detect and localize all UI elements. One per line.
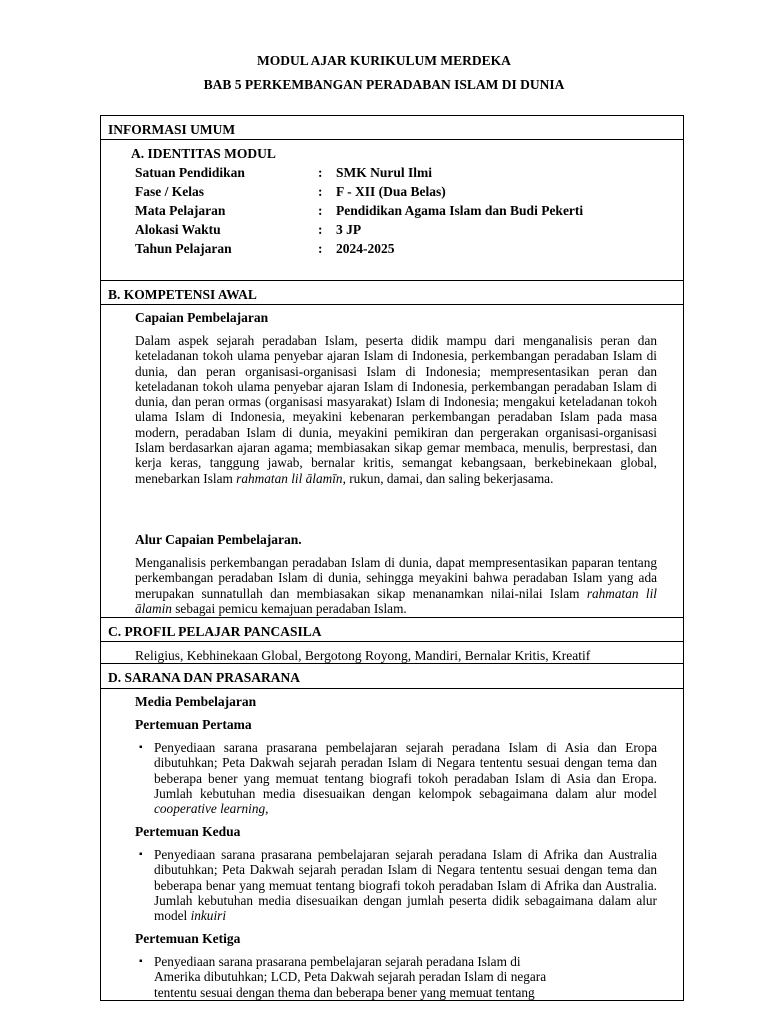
pertemuan-ketiga-line: tententu sesuai dengan thema dan beberapa bener yang memuat tentang [154,984,535,1000]
pertemuan-ketiga-line: Penyediaan sarana prasarana pembelajaran sejarah peradana Islam di [154,954,521,969]
section-heading-informasi-umum: INFORMASI UMUM [108,122,236,137]
media-heading: Media Pembelajaran [135,694,257,709]
identity-value: Pendidikan Agama Islam dan Budi Pekerti [336,203,584,218]
section-heading-kompetensi-awal: B. KOMPETENSI AWAL [108,287,257,302]
section-heading-profil: C. PROFIL PELAJAR PANCASILA [108,624,322,639]
capaian-heading: Capaian Pembelajaran [135,310,269,325]
pertemuan-ketiga-heading: Pertemuan Ketiga [135,931,241,946]
profil-text: Religius, Kebhinekaan Global, Bergotong Royong, Mandiri, Bernalar Kritis, Kreatif [135,648,591,663]
bullet-icon: ▪ [139,849,143,860]
pertemuan-kedua-heading: Pertemuan Kedua [135,824,241,839]
identity-value: SMK Nurul Ilmi [336,165,433,180]
identity-value: 2024-2025 [336,241,395,256]
divider [100,139,684,140]
divider [100,641,684,642]
subsection-heading-identitas: A. IDENTITAS MODUL [131,146,276,161]
capaian-paragraph: Dalam aspek sejarah peradaban Islam, peserta didik mampu dari menganalisis peran dan keteladanan tokoh ulama penyebar ajaran Islam di Indonesia, perkembangan peradaban Islam di dunia, dan peran organisasi-organisasi Islam di Indonesia; mempresentasikan peran dan keteladanan tokoh ulama penyebar ajaran Islam di Indonesia, perkembangan peradaban Islam di dunia, dan peran ormas (organisasi masyarakat) Islam di Indonesia; mengakui keteladanan tokoh ulama Islam di Indonesia, meyakini kebenaran perkembangan peradaban Islam pada masa modern, peradaban Islam di dunia, meyakini pemikiran dan pergerakan organisasi-organisasi Islam berdasarkan ajaran agama; membiasakan sikap gemar membaca, menulis, berprestasi, dan kerja keras, tanggung jawab, bernalar kritis, semangat kebangsaan, berkebinekaan global, menebarkan Islam rahmatan lil ālamīn, rukun, damai, dan saling bekerjasama. [135,333,657,486]
document-title: MODUL AJAR KURIKULUM MERDEKA [257,53,511,68]
bullet-icon: ▪ [139,742,143,753]
identity-separator: : [318,184,323,199]
identity-value: F - XII (Dua Belas) [336,184,446,199]
divider [100,688,684,689]
pertemuan-kedua-text: Penyediaan sarana prasarana pembelajaran sejarah peradana Islam di Afrika dan Australia dibutuhkan; Peta Dakwah sejarah peradan Islam di Negara tententu sesuai dengan tema dan beberapa benar yang memuat tentang biografi tokoh peradaban Islam di Afrika dan Australia. Jumlah kebutuhan media disesuaikan dengan jumlah peserta didik sebagaimana dalam alur model inkuiri [154,847,657,924]
pertemuan-ketiga-text [154,954,657,1000]
identity-label: Satuan Pendidikan [135,165,245,180]
alur-capaian-paragraph: Menganalisis perkembangan peradaban Islam di dunia, dapat mempresentasikan paparan tentang perkembangan peradaban Islam di dunia, sehingga meyakini bahwa peradaban Islam yang ada merupakan sunnatullah dan membiasakan sikap menanamkan nilai-nilai Islam rahmatan lil ālamin sebagai pemicu kemajuan peradaban Islam. [135,555,657,616]
identity-label: Tahun Pelajaran [135,241,232,256]
identity-label: Alokasi Waktu [135,222,221,237]
identity-separator: : [318,165,323,180]
identity-separator: : [318,222,323,237]
divider [100,280,684,281]
section-heading-sarana: D. SARANA DAN PRASARANA [108,670,301,685]
pertemuan-pertama-heading: Pertemuan Pertama [135,717,252,732]
document-subtitle: BAB 5 PERKEMBANGAN PERADABAN ISLAM DI DUNIA [203,77,565,92]
identity-label: Fase / Kelas [135,184,204,199]
identity-value: 3 JP [336,222,362,237]
divider [100,304,684,305]
bullet-icon: ▪ [139,956,143,967]
alur-capaian-heading: Alur Capaian Pembelajaran. [135,532,302,547]
pertemuan-pertama-text: Penyediaan sarana prasarana pembelajaran sejarah peradana Islam di Asia dan Eropa dibutuhkan; Peta Dakwah sejarah peradan Islam di Negara tententu sesuai dengan tema dan beberapa bener yang memuat tentang biografi tokoh peradaban Islam di Asia dan Eropa. Jumlah kebutuhan media disesuaikan dengan kelompok sebagaimana dalam alur model cooperative learning, [154,740,657,817]
identity-separator: : [318,203,323,218]
divider [100,617,684,618]
identity-separator: : [318,241,323,256]
pertemuan-ketiga-line: Amerika dibutuhkan; LCD, Peta Dakwah sejarah peradan Islam di negara [154,969,547,985]
identity-label: Mata Pelajaran [135,203,226,218]
